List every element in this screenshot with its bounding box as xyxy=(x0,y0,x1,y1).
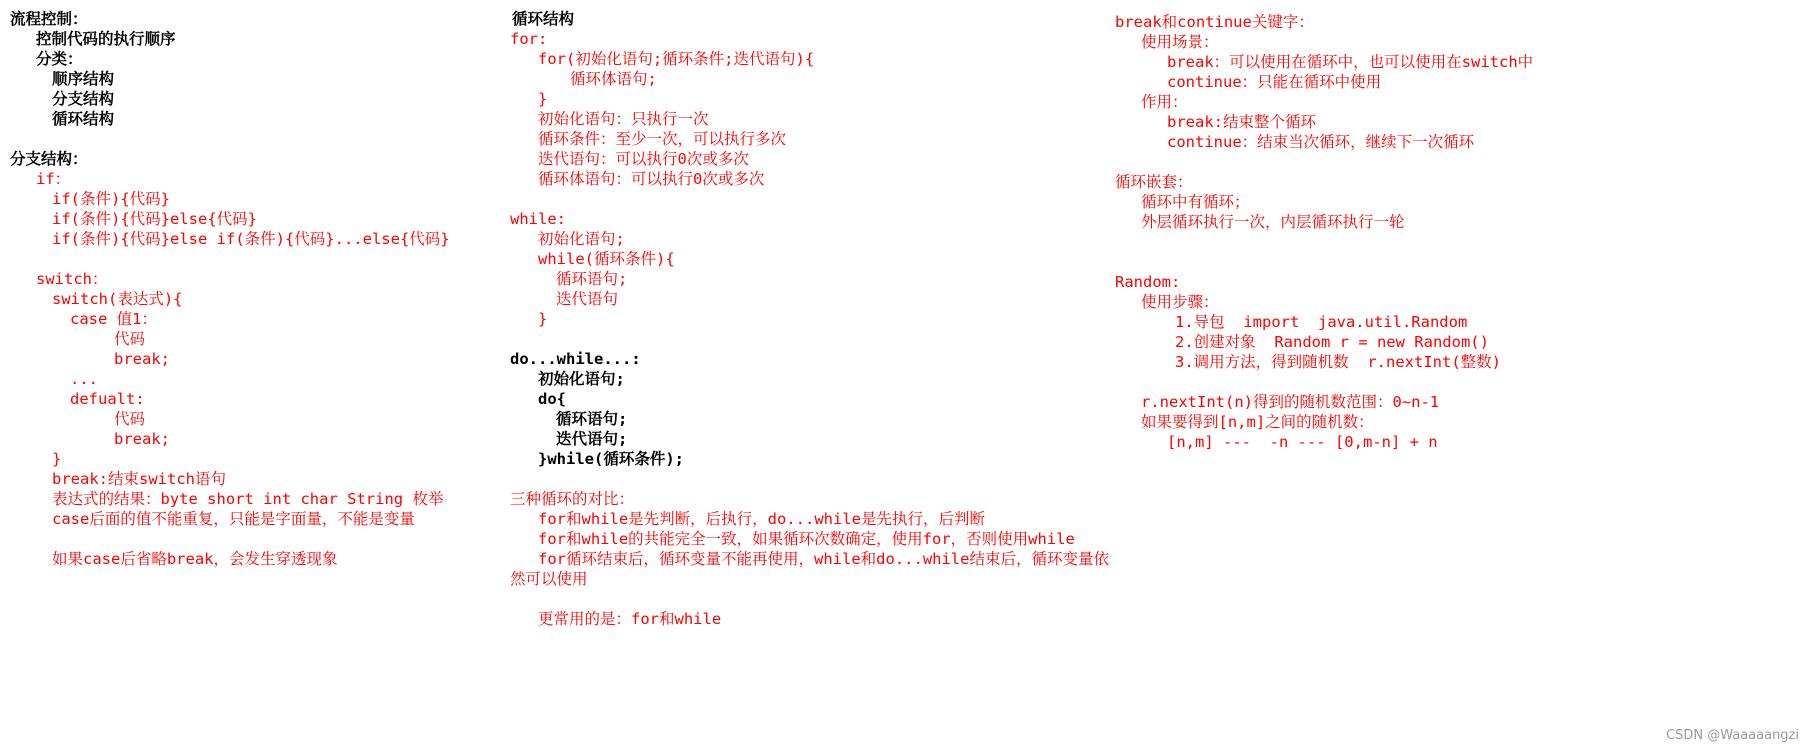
text-line: for(初始化语句;循环条件;迭代语句){ xyxy=(538,50,815,68)
text-line: 初始化语句; xyxy=(538,370,625,388)
text-line: 循环结构 xyxy=(512,10,575,28)
text-line: 2.创建对象 Random r = new Random() xyxy=(1175,333,1489,351)
text-line: case后面的值不能重复，只能是字面量，不能是变量 xyxy=(52,510,415,528)
text-line: 循环中有循环； xyxy=(1141,193,1250,211)
text-line: defualt: xyxy=(70,390,145,408)
text-line: 循环语句; xyxy=(556,270,628,288)
text-line: break; xyxy=(114,350,170,368)
text-line: 顺序结构 xyxy=(52,70,115,88)
text-line: for和while是先判断，后执行，do...while是先执行，后判断 xyxy=(538,510,985,528)
text-line: 初始化语句; xyxy=(538,230,625,248)
text-line: for和while的共能完全一致，如果循环次数确定，使用for，否则使用while xyxy=(538,530,1075,548)
text-line: Random: xyxy=(1115,273,1181,291)
text-line: [n,m] --- -n --- [0,m-n] + n xyxy=(1167,433,1438,451)
text-line: 循环嵌套： xyxy=(1115,173,1193,191)
text-line: continue：结束当次循环，继续下一次循环 xyxy=(1167,133,1475,151)
text-line: 代码 xyxy=(114,330,146,348)
text-line: switch： xyxy=(36,270,108,288)
text-line: 循环语句; xyxy=(556,410,628,428)
text-line: break：可以使用在循环中，也可以使用在switch中 xyxy=(1167,53,1534,71)
text-line: 分类： xyxy=(36,50,83,68)
text-line: do...while...: xyxy=(510,350,641,368)
text-line: } xyxy=(538,90,548,108)
text-line: if(条件){代码} xyxy=(52,190,170,208)
text-line: while: xyxy=(510,210,566,228)
text-line: case 值1： xyxy=(70,310,157,328)
text-line: 控制代码的执行顺序 xyxy=(36,30,176,48)
text-line: } xyxy=(52,450,62,468)
text-line: 外层循环执行一次，内层循环执行一轮 xyxy=(1141,213,1405,231)
text-line: 迭代语句 xyxy=(556,290,619,308)
text-line: 三种循环的对比： xyxy=(510,490,635,508)
text-line: 如果case后省略break，会发生穿透现象 xyxy=(52,550,338,568)
text-line: 循环体语句：可以执行0次或多次 xyxy=(538,170,765,188)
text-line: 表达式的结果：byte short int char String 枚举 xyxy=(52,490,444,508)
text-line: break和continue关键字： xyxy=(1115,13,1314,31)
text-line: break:结束switch语句 xyxy=(52,470,226,488)
text-line: 使用场景： xyxy=(1141,33,1219,51)
watermark: CSDN @Waaaaangzi xyxy=(1666,728,1799,743)
text-line: 分支结构： xyxy=(10,150,88,168)
text-line: 初始化语句：只执行一次 xyxy=(538,110,709,128)
text-line: do{ xyxy=(538,390,566,408)
text-line: break:结束整个循环 xyxy=(1167,113,1316,131)
text-line: 更常用的是：for和while xyxy=(538,610,722,628)
text-line: break; xyxy=(114,430,170,448)
text-line: 循环体语句; xyxy=(570,70,657,88)
text-line: 3.调用方法，得到随机数 r.nextInt(整数) xyxy=(1175,353,1501,371)
text-line: 迭代语句：可以执行0次或多次 xyxy=(538,150,749,168)
text-line: if(条件){代码}else{代码} xyxy=(52,210,257,228)
text-line: continue：只能在循环中使用 xyxy=(1167,73,1382,91)
text-line: 如果要得到[n,m]之间的随机数： xyxy=(1141,413,1374,431)
text-line: 1.导包 import java.util.Random xyxy=(1175,313,1468,331)
text-line: 迭代语句; xyxy=(556,430,628,448)
text-line: if： xyxy=(36,170,71,188)
text-line: 使用步骤： xyxy=(1141,293,1219,311)
text-line: 代码 xyxy=(114,410,146,428)
text-line: 分支结构 xyxy=(52,90,115,108)
text-line: for: xyxy=(510,30,548,48)
text-line: while(循环条件){ xyxy=(538,250,675,268)
text-line: 作用： xyxy=(1141,93,1188,111)
text-line: switch(表达式){ xyxy=(52,290,183,308)
text-line: 然可以使用 xyxy=(510,570,588,588)
text-line: 循环结构 xyxy=(52,110,115,128)
text-line: ... xyxy=(70,370,98,388)
text-line: 循环条件：至少一次，可以执行多次 xyxy=(538,130,787,148)
text-line: }while(循环条件); xyxy=(538,450,684,468)
text-line: 流程控制： xyxy=(10,10,88,28)
text-line: } xyxy=(538,310,548,328)
text-line: r.nextInt(n)得到的随机数范围：0~n-1 xyxy=(1141,393,1440,411)
text-line: for循环结束后，循环变量不能再使用，while和do...while结束后，循环变量依 xyxy=(538,550,1109,568)
text-line: if(条件){代码}else if(条件){代码}...else{代码} xyxy=(52,230,450,248)
